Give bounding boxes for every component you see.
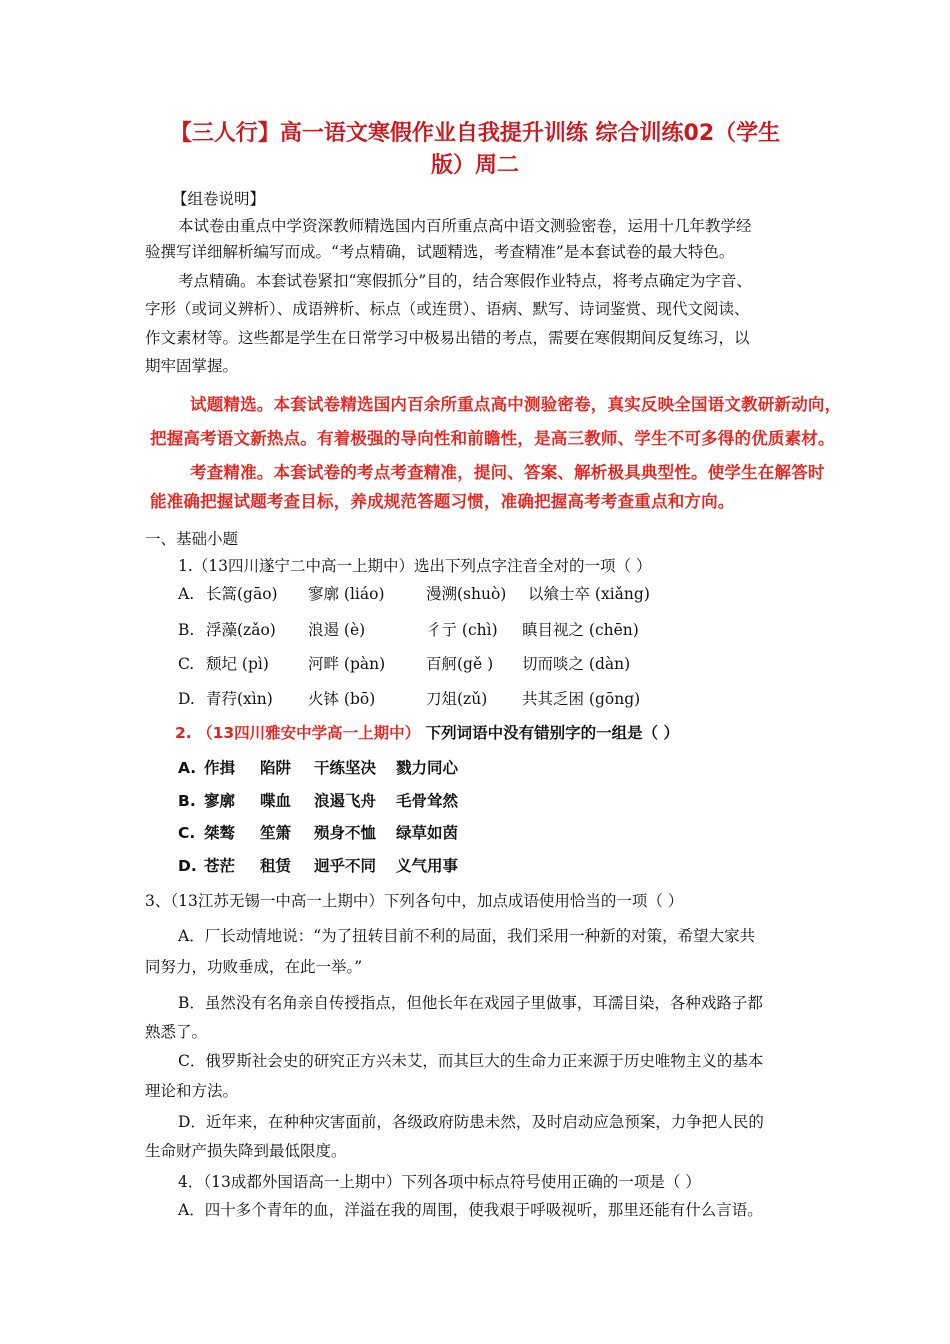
option-item: 浪遏飞舟 bbox=[314, 792, 377, 810]
option-item: 浮藻(zǎo) bbox=[206, 621, 276, 639]
option-label: B. bbox=[178, 792, 196, 810]
question-2-stem bbox=[175, 722, 679, 744]
question-3-option-c-line-1: C．俄罗斯社会史的研究正方兴未艾，而其巨大的生命力正来源于历史唯物主义的基本 bbox=[178, 1052, 764, 1070]
question-3-option-d-line-1: D．近年来，在种种灾害面前，各级政府防患未然，及时启动应急预案，力争把人民的 bbox=[178, 1113, 764, 1131]
option-item: 以飨士卒 (xiǎng) bbox=[528, 585, 650, 603]
option-item: 浪遏 (è) bbox=[308, 621, 366, 639]
option-item: 青荇(xìn) bbox=[206, 690, 273, 708]
option-item: 百舸(gě ) bbox=[426, 655, 494, 673]
question-3-option-a-line-1: A．厂长动情地说：“为了扭转目前不利的局面，我们采用一种新的对策，希望大家共 bbox=[178, 927, 756, 945]
question-4-option-a: A．四十多个青年的血，洋溢在我的周围，使我艰于呼吸视听，那里还能有什么言语。 bbox=[178, 1201, 763, 1219]
option-label: A. bbox=[178, 585, 195, 603]
red-paragraph-line-2: 把握高考语文新热点。有着极强的导向性和前瞻性，是高三教师、学生不可多得的优质素材。 bbox=[150, 429, 835, 448]
option-item: 桀骜 bbox=[204, 824, 236, 842]
section-heading: 一、基础小题 bbox=[145, 530, 239, 548]
option-item: 毛骨耸然 bbox=[396, 792, 459, 810]
question-3-option-b-line-1: B．虽然没有名角亲自传授指点，但他长年在戏园子里做事，耳濡目染，各种戏路子都 bbox=[178, 994, 763, 1012]
option-label: D. bbox=[178, 690, 195, 708]
intro-paragraph-2-line-1: 考点精确。本套试卷紧扣“寒假抓分”目的，结合寒假作业特点，将考点确定为字音、 bbox=[178, 272, 752, 290]
red-paragraph-line-1: 试题精选。本套试卷精选国内百余所重点高中测验密卷，真实反映全国语文教研新动向， bbox=[190, 395, 842, 414]
option-item: 绿草如茵 bbox=[396, 824, 459, 842]
question-3-option-b-line-2: 熟悉了。 bbox=[145, 1023, 208, 1041]
intro-paragraph-2-line-4: 期牢固掌握。 bbox=[145, 357, 239, 375]
option-label: D. bbox=[178, 857, 197, 875]
option-item: 喋血 bbox=[260, 792, 292, 810]
option-item: 刀俎(zǔ) bbox=[426, 690, 488, 708]
option-label: A. bbox=[178, 759, 197, 777]
option-item: 陷阱 bbox=[260, 759, 292, 777]
option-item: 火钵 (bō) bbox=[308, 690, 376, 708]
intro-heading: 【组卷说明】 bbox=[172, 190, 266, 208]
question-2-text: 下列词语中没有错别字的一组是（ ） bbox=[425, 724, 679, 742]
option-item: 切而啖之 (dàn) bbox=[522, 655, 631, 673]
question-2-source: （13四川雅安中学高一上期中） bbox=[197, 724, 421, 742]
option-item: 租赁 bbox=[260, 857, 292, 875]
intro-paragraph-2-line-3: 作文素材等。这些都是学生在日常学习中极易出错的考点，需要在寒假期间反复练习，以 bbox=[145, 329, 750, 347]
option-item: 笙箫 bbox=[260, 824, 292, 842]
red-paragraph-line-3: 考查精准。本套试卷的考点考查精准，提问、答案、解析极具典型性。使学生在解答时 bbox=[190, 463, 825, 482]
question-1-stem: 1.（13四川遂宁二中高一上期中）选出下列点字注音全对的一项（ ） bbox=[178, 557, 652, 575]
question-3-option-d-line-2: 生命财产损失降到最低限度。 bbox=[145, 1142, 347, 1160]
red-paragraph-line-4: 能准确把握试题考查目标，养成规范答题习惯，准确把握高考考查重点和方向。 bbox=[150, 492, 735, 511]
question-2-number: 2. bbox=[175, 724, 192, 742]
question-4-stem: 4．（13成都外国语高一上期中）下列各项中标点符号使用正确的一项是（ ） bbox=[178, 1173, 701, 1191]
option-item: 河畔 (pàn) bbox=[308, 655, 386, 673]
option-item: 颓圮 (pì) bbox=[206, 655, 269, 673]
option-item: 义气用事 bbox=[396, 857, 459, 875]
question-3-option-c-line-2: 理论和方法。 bbox=[145, 1082, 239, 1100]
title-line-2: 版）周二 bbox=[430, 153, 519, 178]
option-label: C. bbox=[178, 824, 196, 842]
question-3-option-a-line-2: 同努力，功败垂成，在此一举。” bbox=[145, 958, 363, 976]
option-item: 苍茫 bbox=[204, 857, 236, 875]
option-item: 漫溯(shuò) bbox=[426, 585, 507, 603]
option-item: 瞋目视之 (chēn) bbox=[522, 621, 639, 639]
option-item: 共其乏困 (gōng) bbox=[522, 690, 641, 708]
option-item: 殒身不恤 bbox=[314, 824, 377, 842]
intro-paragraph-2-line-2: 字形（或词义辨析）、成语辨析、标点（或连贯）、语病、默写、诗词鉴赏、现代文阅读、 bbox=[145, 300, 750, 318]
option-item: 彳亍 (chì) bbox=[426, 621, 498, 639]
option-item: 戮力同心 bbox=[396, 759, 459, 777]
option-label: B. bbox=[178, 621, 195, 639]
option-item: 寥廓 (liáo) bbox=[308, 585, 385, 603]
intro-paragraph-1-line-1: 本试卷由重点中学资深教师精选国内百所重点高中语文测验密卷，运用十几年教学经 bbox=[178, 217, 752, 235]
option-item: 迥乎不同 bbox=[314, 857, 377, 875]
option-item: 长篙(gāo) bbox=[206, 585, 278, 603]
title-line-1: 【三人行】高一语文寒假作业自我提升训练 综合训练02（学生 bbox=[169, 121, 781, 146]
question-3-stem: 3、（13江苏无锡一中高一上期中）下列各句中，加点成语使用恰当的一项（ ） bbox=[145, 892, 684, 910]
option-item: 作揖 bbox=[204, 759, 236, 777]
document-title bbox=[120, 118, 830, 182]
option-label: C. bbox=[178, 655, 195, 673]
option-item: 寥廓 bbox=[204, 792, 236, 810]
intro-paragraph-1-line-2: 验撰写详细解析编写而成。“考点精确，试题精选，考查精准”是本套试卷的最大特色。 bbox=[145, 243, 735, 261]
option-item: 干练坚决 bbox=[314, 759, 377, 777]
